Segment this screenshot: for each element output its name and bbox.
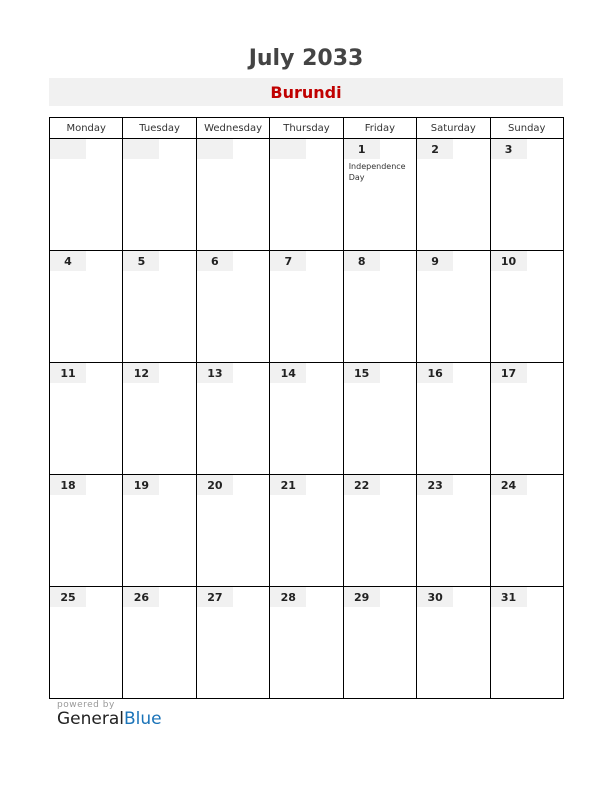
day-cell[interactable]	[417, 363, 490, 475]
brand-blue: Blue	[124, 709, 162, 729]
day-number	[50, 139, 86, 159]
day-number: 20	[197, 475, 233, 495]
day-cell[interactable]	[196, 139, 269, 251]
day-cell[interactable]	[343, 475, 416, 587]
weekday-sunday: Sunday	[490, 118, 563, 139]
day-number: 10	[491, 251, 527, 271]
country-banner	[49, 78, 563, 106]
day-cell[interactable]	[50, 587, 123, 699]
brand-general: General	[57, 709, 124, 729]
weekday-friday: Friday	[343, 118, 416, 139]
day-cell[interactable]	[270, 251, 343, 363]
day-cell[interactable]	[50, 475, 123, 587]
day-number: 30	[417, 587, 453, 607]
day-number: 27	[197, 587, 233, 607]
day-number: 25	[50, 587, 86, 607]
weekday-header-row	[50, 118, 564, 139]
day-cell[interactable]	[123, 587, 196, 699]
day-number: 26	[123, 587, 159, 607]
day-cell[interactable]	[196, 251, 269, 363]
weekday-tuesday: Tuesday	[123, 118, 196, 139]
day-cell[interactable]	[417, 251, 490, 363]
day-cell[interactable]	[270, 475, 343, 587]
day-number: 11	[50, 363, 86, 383]
day-cell[interactable]	[343, 139, 416, 251]
footer-branding	[57, 700, 162, 729]
day-cell[interactable]	[270, 363, 343, 475]
day-number: 2	[417, 139, 453, 159]
day-cell[interactable]	[417, 139, 490, 251]
generalblue-logo[interactable]	[57, 709, 162, 729]
day-cell[interactable]	[343, 587, 416, 699]
day-cell[interactable]	[50, 363, 123, 475]
day-number: 18	[50, 475, 86, 495]
day-number: 6	[197, 251, 233, 271]
day-number: 21	[270, 475, 306, 495]
day-number: 24	[491, 475, 527, 495]
day-number	[197, 139, 233, 159]
day-number: 12	[123, 363, 159, 383]
day-cell[interactable]	[490, 139, 563, 251]
day-cell[interactable]	[490, 475, 563, 587]
day-number: 1	[344, 139, 380, 159]
day-cell[interactable]	[196, 363, 269, 475]
day-number: 14	[270, 363, 306, 383]
day-number: 5	[123, 251, 159, 271]
day-number: 31	[491, 587, 527, 607]
holiday-event: Independence Day	[348, 162, 406, 182]
day-cell[interactable]	[270, 587, 343, 699]
day-cell[interactable]	[343, 363, 416, 475]
day-cell[interactable]	[343, 251, 416, 363]
day-number: 17	[491, 363, 527, 383]
day-cell[interactable]	[417, 475, 490, 587]
day-cell[interactable]	[196, 475, 269, 587]
calendar-grid	[49, 117, 564, 699]
day-cell[interactable]	[490, 251, 563, 363]
day-cell[interactable]	[123, 475, 196, 587]
day-cell[interactable]	[490, 363, 563, 475]
day-number	[270, 139, 306, 159]
day-number: 19	[123, 475, 159, 495]
day-number: 22	[344, 475, 380, 495]
week-row	[50, 475, 564, 587]
country-name: Burundi	[270, 83, 342, 102]
day-cell[interactable]	[50, 251, 123, 363]
day-number: 8	[344, 251, 380, 271]
weekday-thursday: Thursday	[270, 118, 343, 139]
day-number: 16	[417, 363, 453, 383]
week-row	[50, 139, 564, 251]
day-number: 28	[270, 587, 306, 607]
day-number: 7	[270, 251, 306, 271]
week-row	[50, 587, 564, 699]
day-number: 15	[344, 363, 380, 383]
day-number: 13	[197, 363, 233, 383]
day-cell[interactable]	[123, 139, 196, 251]
weekday-monday: Monday	[50, 118, 123, 139]
weekday-saturday: Saturday	[417, 118, 490, 139]
page-title: July 2033	[248, 46, 364, 71]
week-row	[50, 251, 564, 363]
day-cell[interactable]	[490, 587, 563, 699]
day-cell[interactable]	[123, 363, 196, 475]
day-number: 23	[417, 475, 453, 495]
day-number: 9	[417, 251, 453, 271]
day-number: 3	[491, 139, 527, 159]
day-cell[interactable]	[270, 139, 343, 251]
day-cell[interactable]	[123, 251, 196, 363]
day-cell[interactable]	[417, 587, 490, 699]
day-cell[interactable]	[50, 139, 123, 251]
powered-by-label: powered by	[57, 700, 115, 710]
day-number: 4	[50, 251, 86, 271]
weekday-wednesday: Wednesday	[196, 118, 269, 139]
day-cell[interactable]	[196, 587, 269, 699]
day-number	[123, 139, 159, 159]
week-row	[50, 363, 564, 475]
day-number: 29	[344, 587, 380, 607]
